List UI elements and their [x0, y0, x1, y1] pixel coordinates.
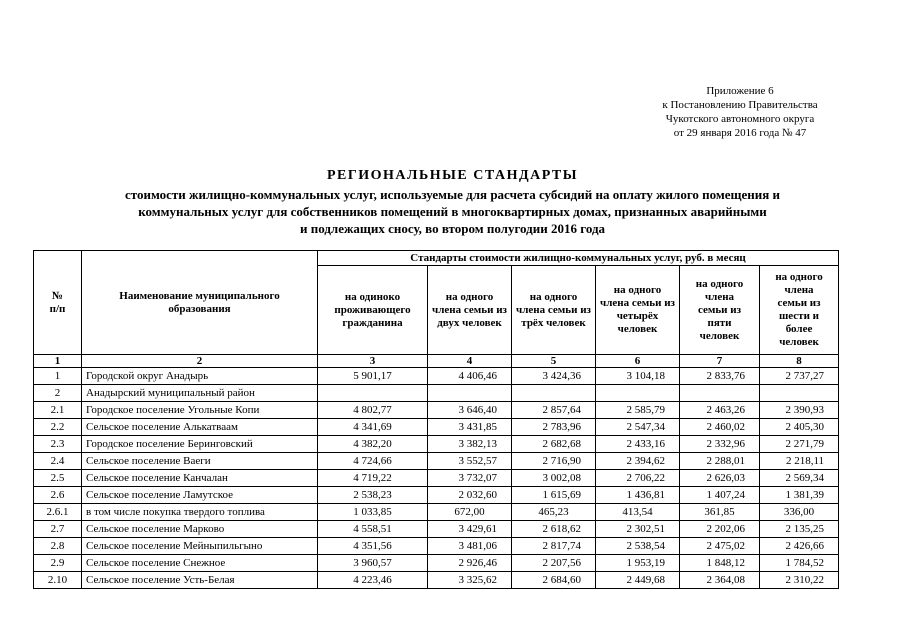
value-cell: 2 426,66 [760, 538, 839, 555]
value-cell: 4 802,77 [318, 402, 428, 419]
row-index: 1 [34, 368, 82, 385]
value-cell: 2 833,76 [680, 368, 760, 385]
col-number: 2 [82, 355, 318, 368]
value-cell: 2 207,56 [512, 555, 596, 572]
value-cell: 2 449,68 [596, 572, 680, 589]
value-cell: 2 271,79 [760, 436, 839, 453]
value-cell: 2 538,23 [318, 487, 428, 504]
value-cell: 413,54 [596, 504, 680, 521]
header-num: № п/п [34, 251, 82, 355]
value-cell: 4 724,66 [318, 453, 428, 470]
row-index: 2.7 [34, 521, 82, 538]
table-row [34, 470, 839, 487]
document-title: РЕГИОНАЛЬНЫЕ СТАНДАРТЫ [326, 168, 579, 183]
value-cell: 1 381,39 [760, 487, 839, 504]
value-cell: 2 857,64 [512, 402, 596, 419]
row-name: Сельское поселение Усть-Белая [82, 572, 318, 589]
value-cell: 1 953,19 [596, 555, 680, 572]
row-index: 2.10 [34, 572, 82, 589]
value-cell [596, 385, 680, 402]
row-name: в том числе покупка твердого топлива [82, 504, 318, 521]
row-index: 2.6 [34, 487, 82, 504]
value-cell: 2 302,51 [596, 521, 680, 538]
value-cell: 2 547,34 [596, 419, 680, 436]
value-cell: 1 436,81 [596, 487, 680, 504]
value-cell: 4 406,46 [428, 368, 512, 385]
value-cell: 4 382,20 [318, 436, 428, 453]
row-name: Анадырский муниципальный район [82, 385, 318, 402]
col-number: 3 [318, 355, 428, 368]
row-name: Сельское поселение Мейныпильгыно [82, 538, 318, 555]
col-number: 6 [596, 355, 680, 368]
subtitle-line: стоимости жилищно-коммунальных услуг, используемые для расчета субсидий на оплату жилого помещения и [124, 187, 781, 202]
value-cell [760, 385, 839, 402]
appendix-line: к Постановлению Правительства [662, 99, 818, 111]
value-cell: 4 341,69 [318, 419, 428, 436]
value-cell: 3 424,36 [512, 368, 596, 385]
table-body [34, 368, 839, 589]
row-index: 2.5 [34, 470, 82, 487]
value-cell: 361,85 [680, 504, 760, 521]
row-index: 2.9 [34, 555, 82, 572]
value-cell: 4 223,46 [318, 572, 428, 589]
column-number-row [34, 355, 839, 368]
value-cell: 2 310,22 [760, 572, 839, 589]
value-cell: 5 901,17 [318, 368, 428, 385]
value-cell: 1 784,52 [760, 555, 839, 572]
value-cell: 2 626,03 [680, 470, 760, 487]
table-row [34, 453, 839, 470]
subtitle-line: коммунальных услуг для собственников помещений в многоквартирных домах, признанных аварийными [138, 204, 767, 219]
value-cell: 3 429,61 [428, 521, 512, 538]
appendix-line: Приложение 6 [706, 85, 774, 97]
value-cell: 2 332,96 [680, 436, 760, 453]
value-cell: 2 463,26 [680, 402, 760, 419]
table-row [34, 487, 839, 504]
row-index: 2.4 [34, 453, 82, 470]
row-index: 2.6.1 [34, 504, 82, 521]
value-cell: 2 405,30 [760, 419, 839, 436]
row-name: Городское поселение Беринговский [82, 436, 318, 453]
value-cell: 3 382,13 [428, 436, 512, 453]
value-cell: 2 390,93 [760, 402, 839, 419]
value-cell: 2 288,01 [680, 453, 760, 470]
row-index: 2.3 [34, 436, 82, 453]
row-name: Сельское поселение Снежное [82, 555, 318, 572]
value-cell [318, 385, 428, 402]
col-number: 5 [512, 355, 596, 368]
value-cell: 2 926,46 [428, 555, 512, 572]
col-number: 4 [428, 355, 512, 368]
value-cell: 336,00 [760, 504, 839, 521]
value-cell [680, 385, 760, 402]
header-col-8: на одного члена семьи из шести и более человек [760, 266, 839, 355]
row-name: Сельское поселение Ламутское [82, 487, 318, 504]
table-row [34, 538, 839, 555]
header-name: Наименование муниципального образования [82, 251, 318, 355]
col-number: 1 [34, 355, 82, 368]
value-cell: 2 218,11 [760, 453, 839, 470]
value-cell [428, 385, 512, 402]
header-col-3: на одиноко проживающего гражданина [318, 266, 428, 355]
col-number: 7 [680, 355, 760, 368]
value-cell: 465,23 [512, 504, 596, 521]
value-cell: 3 732,07 [428, 470, 512, 487]
row-index: 2.1 [34, 402, 82, 419]
value-cell: 4 719,22 [318, 470, 428, 487]
value-cell: 3 552,57 [428, 453, 512, 470]
value-cell: 4 351,56 [318, 538, 428, 555]
value-cell: 2 569,34 [760, 470, 839, 487]
value-cell: 2 475,02 [680, 538, 760, 555]
table-row [34, 436, 839, 453]
table-row [34, 402, 839, 419]
subtitle-line: и подлежащих сносу, во втором полугодии 2016 года [299, 221, 606, 236]
table-row [34, 385, 839, 402]
table-row [34, 521, 839, 538]
value-cell: 4 558,51 [318, 521, 428, 538]
table-row [34, 504, 839, 521]
value-cell: 1 033,85 [318, 504, 428, 521]
appendix-line: Чукотского автономного округа [665, 113, 815, 125]
row-name: Сельское поселение Ваеги [82, 453, 318, 470]
row-index: 2 [34, 385, 82, 402]
value-cell: 3 002,08 [512, 470, 596, 487]
value-cell: 1 407,24 [680, 487, 760, 504]
col-number: 8 [760, 355, 839, 368]
row-name: Сельское поселение Алькатваам [82, 419, 318, 436]
value-cell: 2 364,08 [680, 572, 760, 589]
value-cell: 1 615,69 [512, 487, 596, 504]
value-cell: 3 104,18 [596, 368, 680, 385]
document-subtitle [40, 186, 865, 237]
value-cell: 2 538,54 [596, 538, 680, 555]
row-index: 2.2 [34, 419, 82, 436]
value-cell: 2 737,27 [760, 368, 839, 385]
header-col-7: на одного члена семьи из пяти человек [680, 266, 760, 355]
value-cell: 672,00 [428, 504, 512, 521]
header-col-5: на одного члена семьи из трёх человек [512, 266, 596, 355]
standards-table [33, 250, 839, 589]
value-cell: 3 481,06 [428, 538, 512, 555]
row-name: Городское поселение Угольные Копи [82, 402, 318, 419]
table-row [34, 368, 839, 385]
value-cell: 2 202,06 [680, 521, 760, 538]
value-cell: 2 460,02 [680, 419, 760, 436]
table-row [34, 419, 839, 436]
appendix-line: от 29 января 2016 года № 47 [673, 127, 807, 139]
value-cell: 2 585,79 [596, 402, 680, 419]
row-name: Городской округ Анадырь [82, 368, 318, 385]
value-cell: 2 682,68 [512, 436, 596, 453]
value-cell: 2 684,60 [512, 572, 596, 589]
value-cell: 2 706,22 [596, 470, 680, 487]
value-cell: 3 431,85 [428, 419, 512, 436]
value-cell: 3 960,57 [318, 555, 428, 572]
value-cell: 2 032,60 [428, 487, 512, 504]
header-col-6: на одного члена семьи из четырёх человек [596, 266, 680, 355]
value-cell: 3 325,62 [428, 572, 512, 589]
value-cell: 2 135,25 [760, 521, 839, 538]
header-col-4: на одного члена семьи из двух человек [428, 266, 512, 355]
value-cell: 2 394,62 [596, 453, 680, 470]
table-row [34, 572, 839, 589]
value-cell: 2 618,62 [512, 521, 596, 538]
value-cell: 2 817,74 [512, 538, 596, 555]
value-cell: 2 433,16 [596, 436, 680, 453]
table-row [34, 555, 839, 572]
value-cell [512, 385, 596, 402]
row-name: Сельское поселение Марково [82, 521, 318, 538]
value-cell: 2 783,96 [512, 419, 596, 436]
value-cell: 3 646,40 [428, 402, 512, 419]
value-cell: 2 716,90 [512, 453, 596, 470]
value-cell: 1 848,12 [680, 555, 760, 572]
row-name: Сельское поселение Канчалан [82, 470, 318, 487]
row-index: 2.8 [34, 538, 82, 555]
appendix-block [610, 84, 870, 140]
header-group: Стандарты стоимости жилищно-коммунальных услуг, руб. в месяц [318, 251, 839, 266]
